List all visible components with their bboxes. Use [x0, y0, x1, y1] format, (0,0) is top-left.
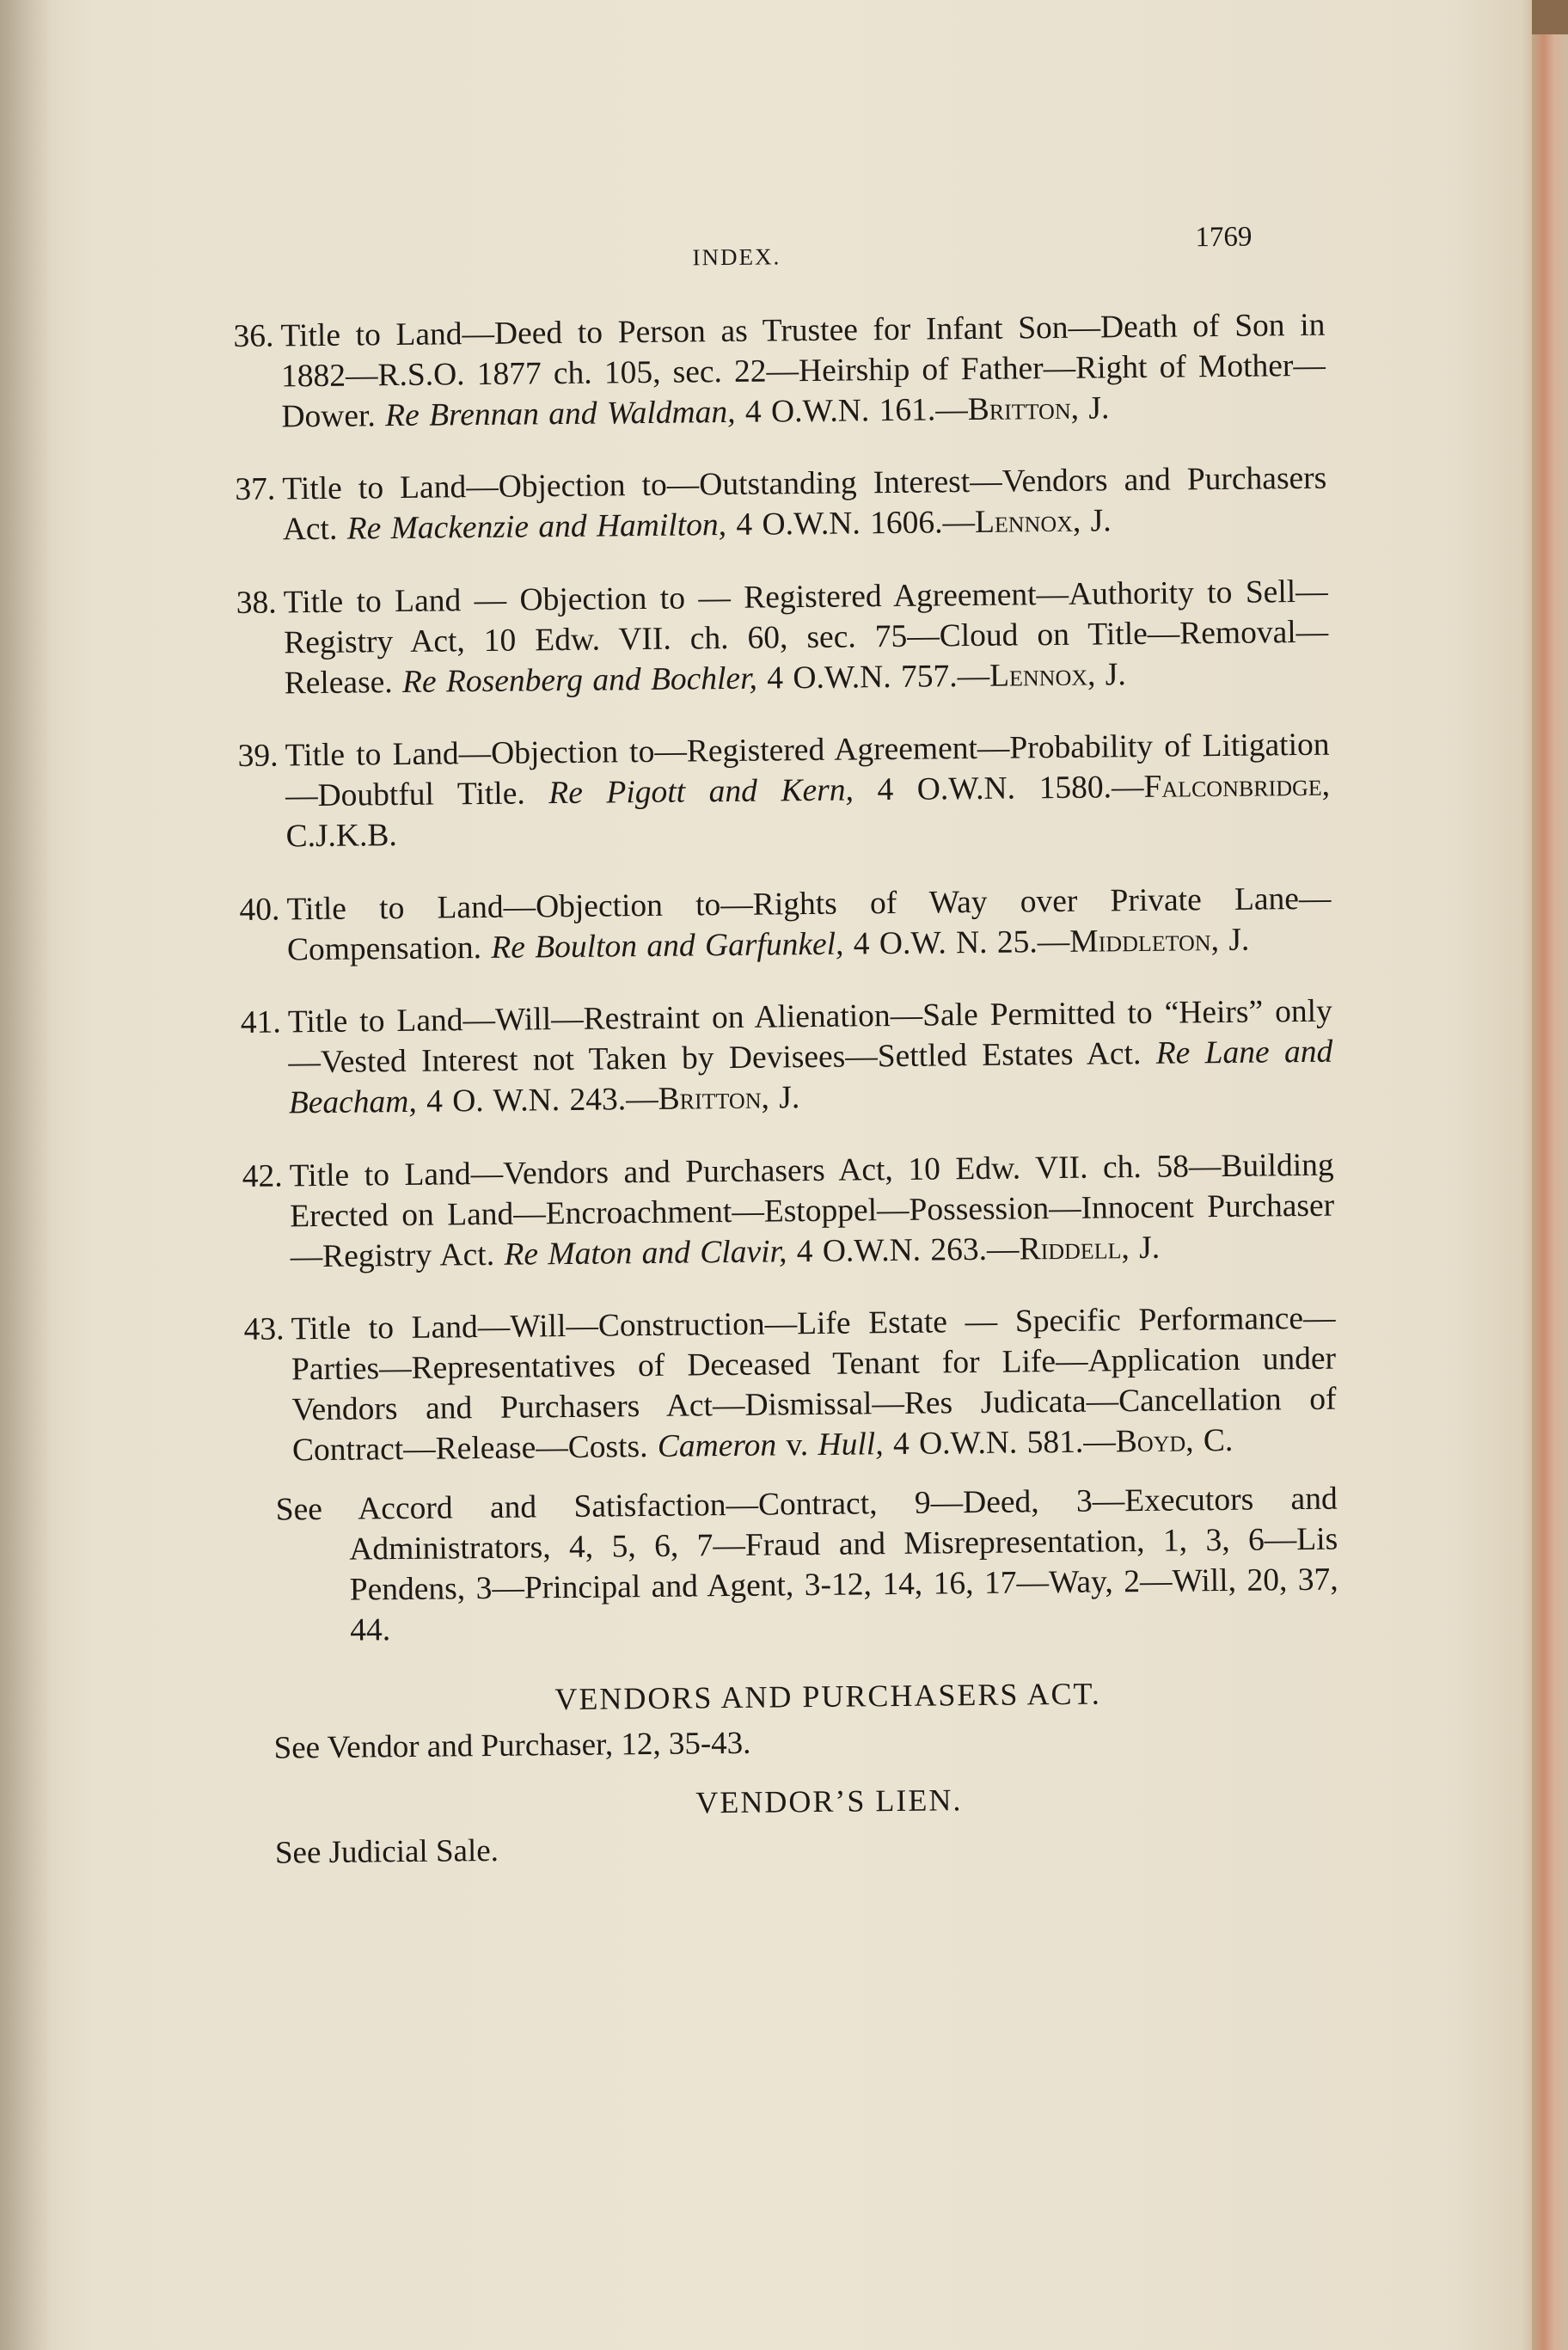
text-block — [232, 204, 1341, 1874]
case-name-second: Hull, — [818, 1427, 884, 1463]
case-name: Re Maton and Clavir, — [504, 1233, 787, 1273]
page-edge — [1532, 0, 1568, 2350]
judge-name: Middleton, J. — [1069, 922, 1250, 960]
entry-text: Title to Land—Will—Restraint on Alienation—Sale Permitted to “Heirs” only—Vested Interest not Taken by Devisees—Settled Estates Act. — [287, 993, 1332, 1081]
judge-name: Britton, J. — [658, 1080, 800, 1117]
index-entry-38 — [236, 571, 1328, 703]
section-heading-vendors-lien: VENDOR’S LIEN. — [695, 1782, 963, 1819]
case-name: Re Pigott and Kern, — [548, 772, 854, 812]
entry-text: Title to Land—Objection to—Outstanding Interest—Vendors and Purchasers Act. — [282, 460, 1327, 548]
entry-number: 37. — [235, 471, 276, 507]
judge-name: Riddell, J. — [1019, 1230, 1161, 1267]
index-entry-41 — [241, 991, 1333, 1124]
citation: 4 O.W.N. 581.— — [892, 1424, 1117, 1463]
index-entry-37 — [235, 458, 1327, 550]
citation: 4 O.W.N. 1606.— — [736, 504, 976, 543]
running-head: INDEX. — [692, 243, 781, 271]
case-name: Re Brennan and Waldman, — [384, 394, 736, 433]
index-entries — [233, 304, 1337, 1471]
citation: 4 O. W.N. 243.— — [426, 1081, 658, 1120]
section-reference: See Judicial Sale. — [274, 1832, 499, 1871]
page-edge-corner — [1532, 0, 1568, 34]
citation: 4 O.W.N. 757.— — [767, 658, 990, 696]
entry-number: 40. — [239, 891, 280, 928]
judge-name: Boyd, C. — [1115, 1422, 1234, 1460]
index-entry-43 — [243, 1298, 1337, 1471]
entry-number: 43. — [243, 1311, 285, 1347]
index-entry-40 — [239, 878, 1332, 970]
page-header — [232, 204, 1325, 284]
entry-number: 41. — [240, 1004, 281, 1040]
entry-text: Title to Land — Objection to — Registered Agreement—Authority to Sell—Registry Act, 10 Edw. VII. ch. 60, sec. 75—Cloud on Title—Removal—Release. — [283, 574, 1329, 701]
index-entry-39 — [237, 725, 1330, 857]
judge-name: Lennox, J. — [989, 656, 1126, 694]
entry-text: Title to Land—Objection to—Rights of Way over Private Lane—Compensation. — [286, 880, 1332, 967]
case-name: Cameron — [657, 1427, 777, 1464]
index-entry-42 — [242, 1144, 1334, 1277]
index-entry-36 — [233, 304, 1326, 437]
case-connector: v. — [786, 1427, 809, 1463]
entry-number: 36. — [233, 318, 274, 354]
entry-number: 39. — [237, 738, 279, 774]
entry-text: Title to Land—Vendors and Purchasers Act, 10 Edw. VII. ch. 58—Building Erected on Land—Encroachment—Estoppel—Possession—Innocent Purchaser—Registry Act. — [289, 1147, 1335, 1274]
entry-text: Title to Land—Objection to—Registered Agreement—Probability of Litigation—Doubtful Title. — [285, 727, 1330, 814]
judge-name: Falconbridge, C.J.K.B. — [285, 767, 1331, 855]
case-name: Re Rosenberg and Bochler, — [401, 660, 758, 700]
case-name: Re Mackenzie and Hamilton, — [346, 506, 727, 547]
entry-number: 38. — [236, 584, 277, 621]
citation: 4 O.W.N. 1580.— — [877, 769, 1144, 808]
see-also-references: See Accord and Satisfaction—Contract, 9—Deed, 3—Executors and Administrators, 4, 5, 6, 7—Fraud and Misrepresentation, 1, 3, 6—Lis Pendens, 3—Principal and Agent, 3-12, 14, 16, 17—Way, 2—Will, 20, 37, 44. — [275, 1481, 1338, 1648]
judge-name: Lennox, J. — [974, 503, 1112, 540]
entry-number: 42. — [242, 1157, 283, 1194]
spine-shadow — [0, 0, 52, 2350]
section-reference: See Vendor and Purchaser, 12, 35-43. — [273, 1725, 751, 1766]
case-name: Re Lane and Beacham, — [288, 1034, 1333, 1121]
citation: 4 O.W. N. 25.— — [853, 923, 1070, 961]
entry-text: Title to Land—Will—Construction—Life Estate — Specific Performance—Parties—Representatives of Deceased Tenant for Life—Application under Vendors and Purchasers Act—Dismissal—Res Judicata—Cancellation of Contract—Release—Costs. — [291, 1300, 1337, 1469]
judge-name: Britton, J. — [967, 390, 1110, 427]
entry-text: Title to Land—Deed to Person as Trustee for Infant Son—Death of Son in 1882—R.S.O. 1877 ch. 105, sec. 22—Heirship of Father—Right of Mother—Dower. — [280, 307, 1326, 434]
citation: 4 O.W.N. 263.— — [796, 1230, 1020, 1269]
case-name: Re Boulton and Garfunkel, — [491, 926, 844, 966]
section-heading-vendors-purchasers-act: VENDORS AND PURCHASERS ACT. — [554, 1676, 1101, 1716]
citation: 4 O.W.N. 161.— — [744, 391, 968, 430]
page-number: 1769 — [1195, 221, 1253, 254]
